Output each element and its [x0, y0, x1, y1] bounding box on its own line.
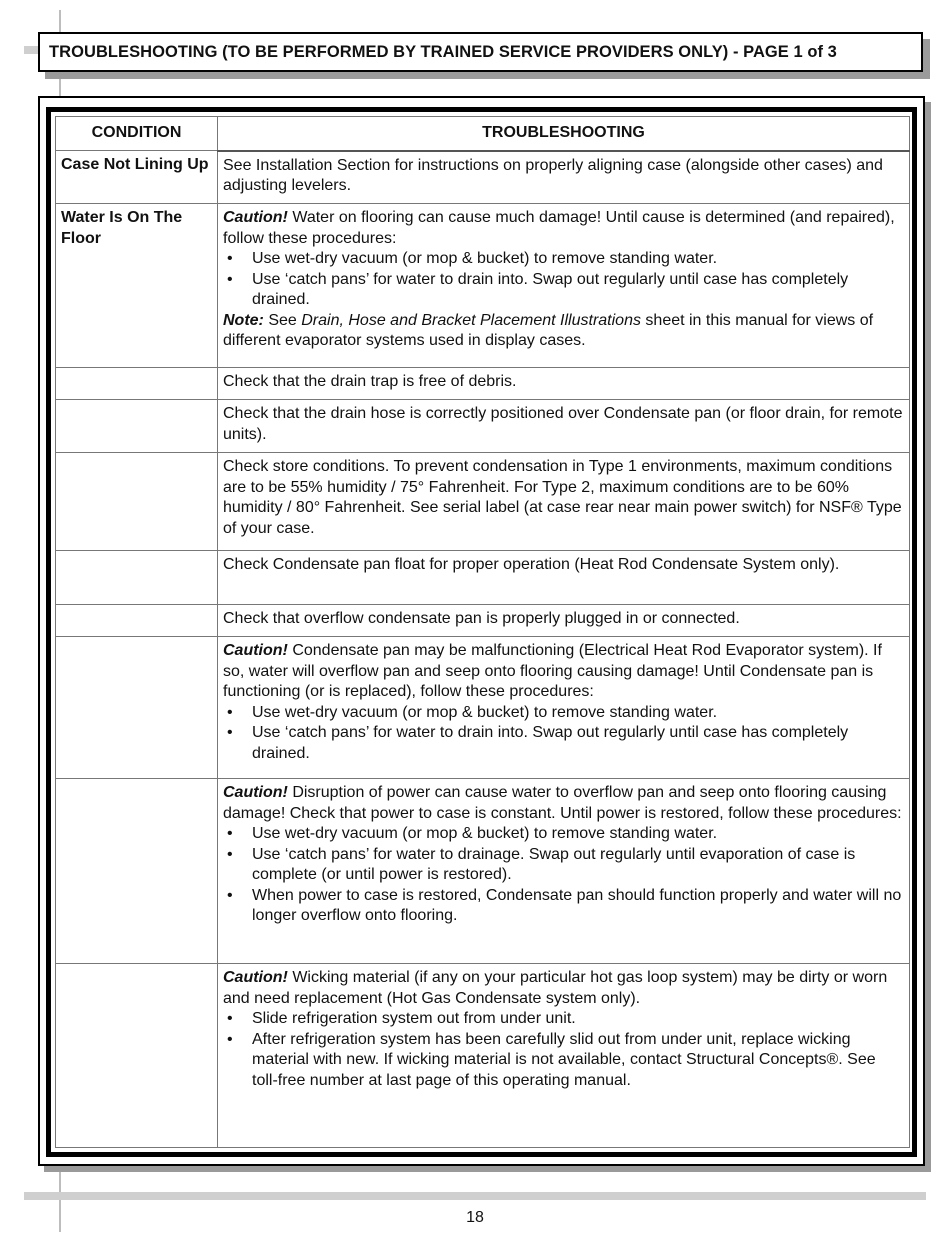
note-text-post: sheet in this manual for views of different evaporator systems used in display cases.	[223, 311, 874, 349]
table-row	[56, 151, 910, 204]
table-row	[56, 551, 910, 605]
condition-cell	[56, 368, 218, 400]
troubleshooting-cell: Check that the drain trap is free of debris.	[218, 368, 910, 400]
margin-line-mid	[59, 78, 61, 96]
table-row	[56, 204, 910, 368]
caution-text: Water on flooring can cause much damage! Until cause is determined (and repaired), follow these procedures:	[223, 209, 895, 247]
troubleshooting-cell	[218, 964, 910, 1148]
caution-label: Caution!	[223, 642, 288, 659]
list-item: • Use wet-dry vacuum (or mop & bucket) to remove standing water.	[223, 703, 905, 724]
troubleshooting-cell: Check Condensate pan float for proper operation (Heat Rod Condensate System only).	[218, 551, 910, 605]
table-row	[56, 637, 910, 779]
condition-cell	[56, 400, 218, 453]
table-row	[56, 779, 910, 964]
column-header-troubleshooting: TROUBLESHOOTING	[218, 117, 910, 151]
page-number: 18	[466, 1209, 484, 1226]
condition-cell	[56, 551, 218, 605]
troubleshooting-cell	[218, 637, 910, 779]
troubleshooting-cell: Check that the drain hose is correctly positioned over Condensate pan (or floor drain, for remote units).	[218, 400, 910, 453]
list-item: • When power to case is restored, Condensate pan should function properly and water will no longer overflow onto flooring.	[223, 886, 905, 927]
condition-cell: Water Is On The Floor	[56, 204, 218, 368]
condition-cell	[56, 964, 218, 1148]
condition-cell	[56, 779, 218, 964]
procedure-list	[223, 824, 905, 927]
troubleshooting-table	[55, 116, 910, 1148]
page-title: TROUBLESHOOTING (TO BE PERFORMED BY TRAINED SERVICE PROVIDERS ONLY) - PAGE 1 of 3	[49, 42, 837, 61]
condition-cell	[56, 637, 218, 779]
note-label: Note:	[223, 311, 264, 329]
footer-rule	[24, 1192, 926, 1200]
caution-text: Disruption of power can cause water to overflow pan and seep onto flooring causing damage! Check that power to case is constant. Until power is restored, follow these procedures:	[223, 784, 902, 822]
troubleshooting-cell	[218, 204, 910, 368]
note-reference-title: Drain, Hose and Bracket Placement Illustrations	[301, 311, 641, 329]
note-text-pre: See	[263, 311, 302, 329]
procedure-list	[223, 703, 905, 765]
margin-line-top	[59, 10, 61, 32]
table-row	[56, 605, 910, 637]
caution-label: Caution!	[223, 784, 288, 801]
condition-cell	[56, 605, 218, 637]
troubleshooting-cell	[218, 779, 910, 964]
troubleshooting-cell: Check store conditions. To prevent condensation in Type 1 environments, maximum conditions are to be 55% humidity / 75° Fahrenheit. For Type 2, maximum conditions are to be 60% humidity / 80° Fahrenheit. See serial label (at case rear near main power switch) for NSF® Type of your case.	[218, 453, 910, 551]
caution-label: Caution!	[223, 209, 288, 226]
troubleshooting-frame	[38, 96, 925, 1166]
list-item: • Use ‘catch pans’ for water to drainage. Swap out regularly until evaporation of case is complete (or until power is restored).	[223, 845, 905, 886]
list-item: • Slide refrigeration system out from under unit.	[223, 1009, 905, 1030]
caution-text: Wicking material (if any on your particular hot gas loop system) may be dirty or worn and need replacement (Hot Gas Condensate system only).	[223, 969, 888, 1007]
table-header-row	[56, 117, 910, 151]
caution-text: Condensate pan may be malfunctioning (Electrical Heat Rod Evaporator system). If so, water will overflow pan and seep onto flooring causing damage! Until Condensate pan is functioning (or is replaced), follow these procedures:	[223, 642, 882, 700]
caution-label: Caution!	[223, 969, 288, 986]
table-row	[56, 368, 910, 400]
list-item: • After refrigeration system has been carefully slid out from under unit, replace wicking material with new. If wicking material is not available, contact Structural Concepts®. See toll-free number at last page of this operating manual.	[223, 1030, 905, 1092]
table-row	[56, 453, 910, 551]
troubleshooting-inner-frame	[46, 107, 917, 1157]
troubleshooting-cell: Check that overflow condensate pan is properly plugged in or connected.	[218, 605, 910, 637]
margin-line-lower	[59, 1172, 61, 1192]
table-row	[56, 400, 910, 453]
table-row	[56, 964, 910, 1148]
troubleshooting-cell: See Installation Section for instructions on properly aligning case (alongside other cases) and adjusting levelers.	[218, 151, 910, 204]
procedure-list	[223, 1009, 905, 1091]
list-item: • Use wet-dry vacuum (or mop & bucket) to remove standing water.	[223, 824, 905, 845]
page-header	[38, 32, 923, 72]
column-header-condition: CONDITION	[56, 117, 218, 151]
list-item: • Use ‘catch pans’ for water to drain into. Swap out regularly until case has completely drained.	[223, 723, 905, 764]
list-item: • Use wet-dry vacuum (or mop & bucket) to remove standing water.	[223, 249, 905, 270]
condition-cell	[56, 453, 218, 551]
condition-cell: Case Not Lining Up	[56, 151, 218, 204]
procedure-list	[223, 249, 905, 311]
list-item: • Use ‘catch pans’ for water to drain into. Swap out regularly until case has completely drained.	[223, 270, 905, 311]
